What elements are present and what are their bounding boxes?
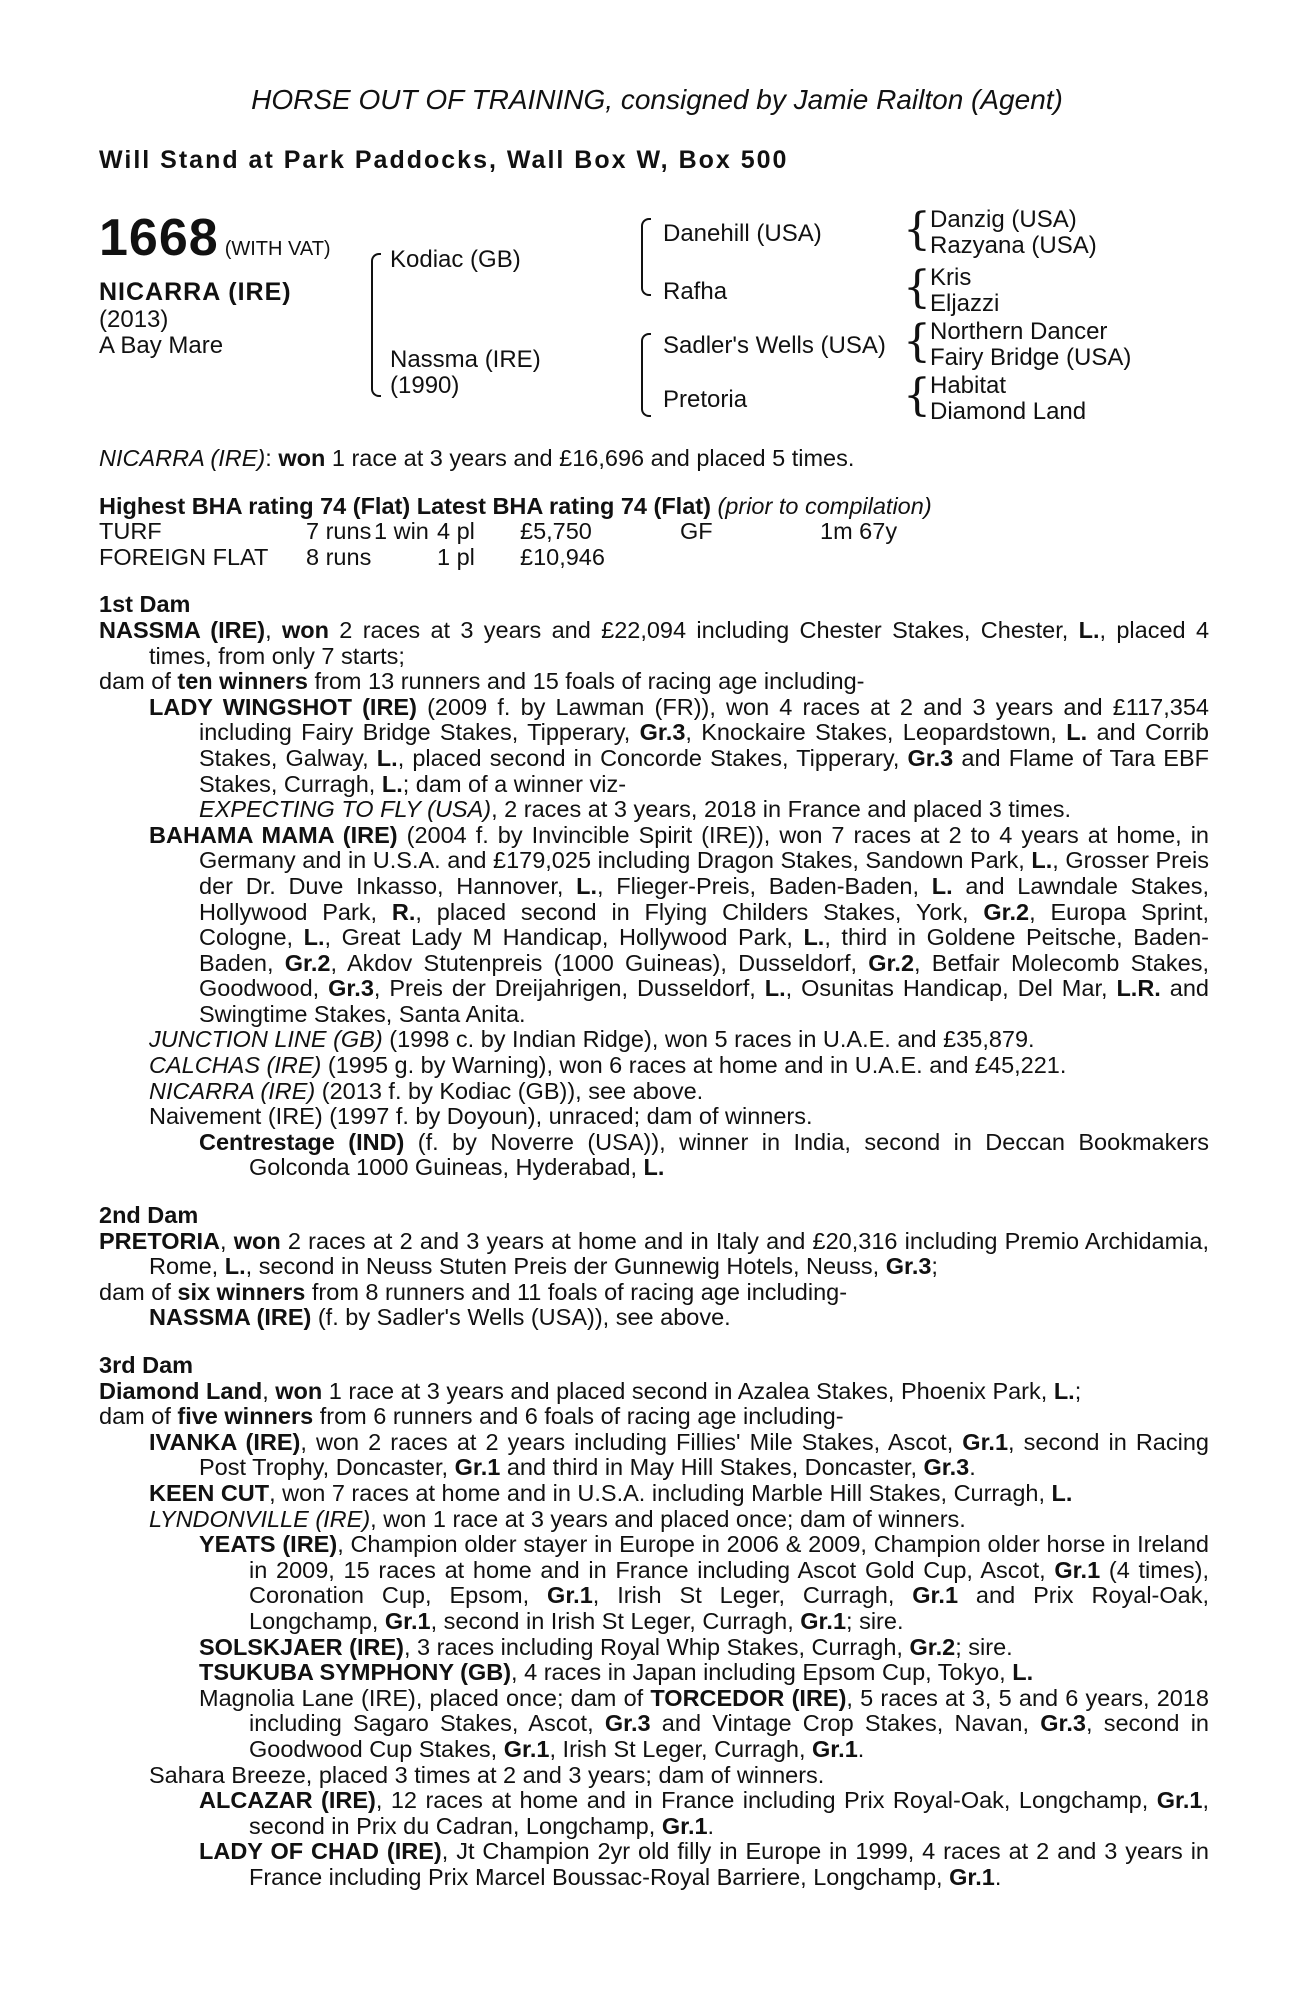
progeny-nicarra: NICARRA (IRE) (2013 f. by Kodiac (GB)), see above. [149,1077,704,1104]
progeny-naivement: Naivement (IRE) (1997 f. by Doyoun), unraced; dam of winners. [149,1103,813,1130]
sire-sire-sire: Danzig (USA) [930,206,1077,233]
horse-description: A Bay Mare [99,332,224,359]
progeny-keen-cut: KEEN CUT, won 7 races at home and in U.S.A. including Marble Hill Stakes, Curragh, L. [149,1479,1073,1506]
form-row-turf: TURF 7 runs 1 win 4 pl £5,750 GF 1m 67y [99,518,898,545]
lot-number: 1668 [99,209,219,267]
progeny-solskjaer: SOLSKJAER (IRE), 3 races including Royal Whip Stakes, Curragh, Gr.2; sire. [199,1633,1013,1660]
dam-year: (1990) [390,372,460,399]
third-dam-heading: 3rd Dam [99,1352,194,1378]
third-dam-record: Diamond Land, won 1 race at 3 years and placed second in Azalea Stakes, Phoenix Park, L.; [99,1377,1082,1404]
first-dam-record: NASSMA (IRE), won 2 races at 3 years and £22,094 including Chester Stakes, Chester, L., placed 4 times, from only 7 starts; [99,616,1210,669]
dam: Nassma (IRE) [390,346,541,373]
second-dam-record: PRETORIA, won 2 races at 2 and 3 years at home and in Italy and £20,316 including Premio Archidamia, Rome, L., second in Neuss Stuten Preis der Gunnewig Hotels, Neuss, Gr.3; [99,1227,1210,1280]
form-row-foreign: FOREIGN FLAT 8 runs 1 pl £10,946 [99,543,605,570]
dam-dam-sire: Habitat [930,372,1007,399]
progeny-yeats: YEATS (IRE), Champion older stayer in Europe in 2006 & 2009, Champion older horse in Ireland in 2009, 15 races at home and in France including Ascot Gold Cup, Ascot, Gr.1 (4 times), Coronation Cup, Epsom, Gr.1, Irish St Leger, Curragh, Gr.1 and Prix Royal-Oak, Longchamp, Gr.1, second in Irish St Leger, Curragh, Gr.1; sire. [199,1531,1209,1634]
progeny-lady-of-chad: LADY OF CHAD (IRE), Jt Champion 2yr old filly in Europe in 1999, 4 races at 2 and 3 years in France including Prix Marcel Boussac-Royal Barriere, Longchamp, Gr.1. [199,1838,1209,1890]
pedigree-bracket-dam [641,333,651,417]
progeny-junction-line: JUNCTION LINE (GB) (1998 c. by Indian Ridge), won 5 races in U.A.E. and £35,879. [149,1026,1035,1053]
first-dam-heading: 1st Dam [99,591,191,618]
catalogue-body [99,446,1209,1890]
dam-dam: Pretoria [663,386,748,413]
progeny-lyndonville: LYNDONVILLE (IRE), won 1 race at 3 years and placed once; dam of winners. [149,1505,966,1532]
progeny-calchas: CALCHAS (IRE) (1995 g. by Warning), won 6 races at home and in U.A.E. and £45,221. [149,1052,1067,1079]
horse-name: NICARRA (IRE) [99,278,292,306]
horse-year: (2013) [99,306,169,333]
second-dam-heading: 2nd Dam [99,1202,199,1229]
sire-dam-dam: Eljazzi [930,290,1000,317]
progeny-ivanka: IVANKA (IRE), won 2 races at 2 years including Fillies' Mile Stakes, Ascot, Gr.1, second in Racing Post Trophy, Doncaster, Gr.1 and third in May Hill Stakes, Doncaster, Gr.3. [149,1428,1209,1481]
progeny-alcazar: ALCAZAR (IRE), 12 races at home and in France including Prix Royal-Oak, Longchamp, Gr.1, second in Prix du Cadran, Longchamp, Gr.1. [199,1787,1209,1839]
progeny-tsukuba-symphony: TSUKUBA SYMPHONY (GB), 4 races in Japan including Epsom Cup, Tokyo, L. [199,1659,1034,1686]
dam-sire: Sadler's Wells (USA) [663,332,886,359]
sire-dam: Rafha [663,278,728,305]
sire-dam-sire: Kris [930,264,972,291]
brace-ds: { [903,316,931,367]
pedigree-bracket-gen1 [371,253,381,397]
dam-sire-dam: Fairy Bridge (USA) [930,344,1132,371]
progeny-expecting-to-fly: EXPECTING TO FLY (USA), 2 races at 3 years, 2018 in France and placed 3 times. [199,796,1072,823]
third-dam-produce: dam of five winners from 6 runners and 6 foals of racing age including- [99,1403,844,1430]
dam-sire-sire: Northern Dancer [930,318,1108,345]
progeny-nassma: NASSMA (IRE) (f. by Sadler's Wells (USA)), see above. [149,1304,731,1331]
progeny-centrestage: Centrestage (IND) (f. by Noverre (USA)), winner in India, second in Deccan Bookmakers Golconda 1000 Guineas, Hyderabad, L. [199,1128,1209,1181]
progeny-sahara-breeze: Sahara Breeze, placed 3 times at 2 and 3 years; dam of winners. [149,1761,825,1788]
dam-dam-dam: Diamond Land [930,398,1087,425]
sire-sire-dam: Razyana (USA) [930,232,1097,259]
sire: Kodiac (GB) [390,246,521,273]
vat-note: (WITH VAT) [224,238,331,260]
brace-dd: { [903,370,931,421]
page-header: HORSE OUT OF TRAINING, consigned by Jamie Railton (Agent) [251,84,1063,115]
brace-ss: { [903,204,931,255]
pedigree-bracket-sire [641,218,651,296]
lot-number-block [99,208,331,268]
ratings-line: Highest BHA rating 74 (Flat) Latest BHA rating 74 (Flat) (prior to compilation) [99,492,932,519]
progeny-lady-wingshot: LADY WINGSHOT (IRE) (2009 f. by Lawman (FR)), won 4 races at 2 and 3 years and £117,354 including Fairy Bridge Stakes, Tipperary, Gr.3, Knockaire Stakes, Leopardstown, L. and Corrib Stakes, Galway, L., placed second in Concorde Stakes, Tipperary, Gr.3 and Flame of Tara EBF Stakes, Curragh, L.; dam of a winner viz- [149,693,1210,797]
stand-location: Will Stand at Park Paddocks, Wall Box W, Box 500 [99,146,789,174]
progeny-bahama-mama: BAHAMA MAMA (IRE) (2004 f. by Invincible Spirit (IRE)), won 7 races at 2 to 4 years at home, in Germany and in U.S.A. and £179,025 including Dragon Stakes, Sandown Park, L., Grosser Preis der Dr. Duve Inkasso, Hannover, L., Flieger-Preis, Baden-Baden, L. and Lawndale Stakes, Hollywood Park, R., placed second in Flying Childers Stakes, York, Gr.2, Europa Sprint, Cologne, L., Great Lady M Handicap, Hollywood Park, L., third in Goldene Peitsche, Baden-Baden, Gr.2, Akdov Stutenpreis (1000 Guineas), Dusseldorf, Gr.2, Betfair Molecomb Stakes, Goodwood, Gr.3, Preis der Dreijahrigen, Dusseldorf, L., Osunitas Handicap, Del Mar, L.R. and Swingtime Stakes, Santa Anita. [149,821,1210,1027]
sire-sire: Danehill (USA) [663,220,822,247]
first-dam-produce: dam of ten winners from 13 runners and 15 foals of racing age including- [99,668,865,695]
race-summary: NICARRA (IRE): won 1 race at 3 years and £16,696 and placed 5 times. [99,445,855,471]
second-dam-produce: dam of six winners from 8 runners and 11 foals of racing age including- [99,1278,848,1305]
brace-sd: { [903,262,931,313]
progeny-magnolia-lane: Magnolia Lane (IRE), placed once; dam of TORCEDOR (IRE), 5 races at 3, 5 and 6 years, 2018 including Sagaro Stakes, Ascot, Gr.3 and Vintage Crop Stakes, Navan, Gr.3, second in Goodwood Cup Stakes, Gr.1, Irish St Leger, Curragh, Gr.1. [199,1684,1209,1762]
